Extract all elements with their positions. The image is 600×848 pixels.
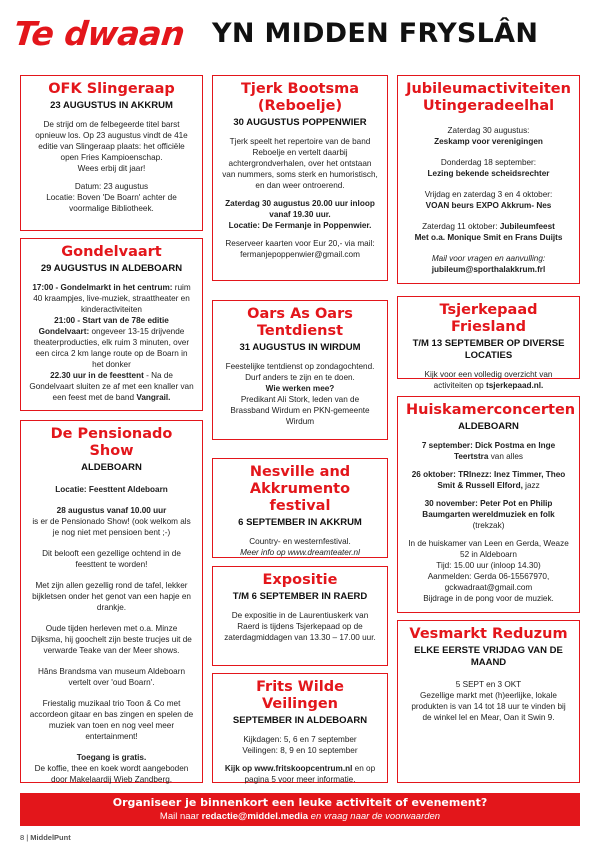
program-time: 17:00 - Gondelmarkt in het centrum: <box>32 283 173 292</box>
event-card-pensionado-show <box>20 420 203 783</box>
event-description: is er de Pensionado Show! (ook welkom als je nog niet met pensioen bent ;-) <box>32 517 191 537</box>
event-date: T/M 6 SEPTEMBER IN RAERD <box>232 591 368 602</box>
concert-title: 26 oktober: TRInezz: Inez Timmer, Theo Smit & Russell Elford, <box>411 470 566 490</box>
event-card-ofk-slingeraap <box>20 75 203 231</box>
event-program-line <box>29 282 194 315</box>
event-date: 28 augustus vanaf 10.00 uur <box>56 506 167 515</box>
event-location: Locatie: Boven 'De Boarn' achter de voormalige Bibliotheek. <box>46 193 177 213</box>
event-dates: 5 SEPT en 3 OKT <box>455 680 522 689</box>
event-card-jubileum <box>397 75 580 284</box>
event-title: Oars As Oars Tentdienst <box>247 306 353 339</box>
event-card-oars-as-oars <box>212 300 388 440</box>
event-description: Met zijn allen gezellig rond de tafel, lekker bijkletsen onder het genot van een hapje en drankje. <box>32 581 191 612</box>
event-title: Huiskamerconcerten <box>406 402 576 418</box>
program-text: ongeveer 13-15 drijvende theaterproducties, elk ruim 3 minuten, over een circa 2 km lange route op de Boarn in het donker <box>33 327 190 369</box>
event-place: ALDEBOARN <box>458 421 519 432</box>
event-title: OFK Slingeraap <box>48 81 175 97</box>
jubileum-item-date <box>406 221 571 232</box>
event-date: ELKE EERSTE VRIJDAG VAN DE MAAND <box>414 645 563 668</box>
concert-item <box>406 469 571 491</box>
event-card-gondelvaart <box>20 238 203 411</box>
logo-te-dwaan: Te dwaan <box>11 14 187 53</box>
event-description: Wie werken mee? <box>265 384 335 393</box>
website-link[interactable]: Kijk op www.fritskoopcentrum.nl <box>224 764 353 773</box>
event-description: Friestalig muzikaal trio Toon & Co met accordeon gitaar en bas zingen en spelen de muziek van toen en nog veel meer entertainment! <box>29 699 194 741</box>
event-card-nesville <box>212 458 388 558</box>
event-location: Locatie: Feesttent Aldeboarn <box>55 485 168 494</box>
event-description: Hâns Brandsma van museum Aldeboarn vertelt over 'oud Boarn'. <box>38 667 185 687</box>
banner-email-link[interactable]: redactie@middel.media <box>201 811 309 822</box>
event-auction-days: Veilingen: 8, 9 en 10 september <box>242 746 358 755</box>
event-date-line: Datum: 23 augustus <box>74 182 149 191</box>
event-title: Nesville and Akkrumento festival <box>249 464 351 514</box>
website-link[interactable]: tsjerkepaad.nl. <box>486 381 544 390</box>
event-date: 31 AUGUSTUS IN WIRDUM <box>239 342 361 353</box>
concert-title: 30 november: Peter Pot en Philip Baumgarten wereldmuziek en folk <box>422 499 555 519</box>
event-card-vesmarkt <box>397 620 580 783</box>
banner-text: en vraag naar de voorwaarden <box>308 811 441 822</box>
concert-time: Tijd: 15.00 uur (inloop 14.30) <box>436 561 541 570</box>
jubileum-item-date: Zaterdag 30 augustus: <box>447 126 530 135</box>
band-name: Vangrail. <box>136 393 171 402</box>
event-time: Zaterdag 30 augustus 20.00 uur inloop vanaf 19.30 uur. <box>225 199 375 219</box>
page-number: 8 <box>20 833 25 842</box>
event-program-line <box>29 315 194 370</box>
submission-banner <box>20 793 580 826</box>
jubileum-item-date: Vrijdag en zaterdag 3 en 4 oktober: <box>424 190 553 199</box>
event-website <box>221 763 379 785</box>
program-text: ruim 40 kraampjes, live-muziek, straattheater en kinderactiviteiten <box>33 283 191 314</box>
event-description: Dit belooft een gezellige ochtend in de feesttent te worden! <box>42 549 181 569</box>
event-program-line <box>29 370 194 403</box>
jubileum-contact-label: Mail voor vragen en aanvulling: <box>431 254 546 263</box>
jubileum-item-title: Zeskamp voor verenigingen <box>434 137 543 146</box>
event-card-expositie <box>212 566 388 666</box>
jubileum-contact-email[interactable]: jubileum@sporthalakkrum.frl <box>431 265 546 274</box>
event-description: Wees erbij dit jaar! <box>77 164 146 173</box>
banner-headline: Organiseer je binnenkort een leuke activiteit of evenement? <box>112 796 488 809</box>
event-title: Tsjerkepaad Friesland <box>439 302 538 335</box>
event-website[interactable]: Meer info op www.dreamteater.nl <box>240 548 360 557</box>
jubileum-item-title: VOAN beurs EXPO Akkrum- Nes <box>425 201 552 210</box>
description-text: Kijk voor een volledig overzicht van activiteiten op <box>424 370 553 390</box>
event-location: Locatie: De Fermanje in Poppenwier. <box>228 221 372 230</box>
concert-contribution: Bijdrage in de pong voor de muziek. <box>423 594 554 603</box>
event-description: Tjerk speelt het repertoire van de band Reboelje en vertelt daarbij achtergrondverhalen, over het ontstaan van nummers, soms sterk en humoristisch, en dan weer ontroerend. <box>222 137 378 190</box>
website-note: en op pagina 5 voor meer informatie. <box>244 764 376 784</box>
page-footer: 8 | MiddelPunt <box>20 833 71 842</box>
event-date: 30 AUGUSTUS POPPENWIER <box>233 117 367 128</box>
program-time: 21:00 - Start van de 78e editie Gondelvaart: <box>38 316 169 336</box>
jubileum-item-title: Lezing bekende scheidsrechter <box>427 169 550 178</box>
event-card-frits-wilde <box>212 673 388 783</box>
event-title: Jubileumactiviteiten Utingeradeelhal <box>406 81 571 114</box>
event-entry: Toegang is gratis. <box>76 753 147 762</box>
event-date: T/M 13 SEPTEMBER OP DIVERSE LOCATIES <box>412 338 565 361</box>
concert-genre: (trekzak) <box>472 521 505 530</box>
event-card-tjerk-bootsma <box>212 75 388 281</box>
jubileum-date-text: Zaterdag 11 oktober: <box>422 222 500 231</box>
event-description: Oude tijden herleven met o.a. Minze Dijksma, hij goochelt zijn beste trucjes uit de verwarde Teake van der Meer shows. <box>31 624 192 655</box>
concert-title: 7 september: Dick Postma en Inge Teertstra <box>421 441 556 461</box>
event-date: 29 AUGUSTUS IN ALDEBOARN <box>40 263 183 274</box>
program-text: - Na de Gondelvaart sluiten ze af met een knaller van een feest met de band <box>29 371 194 402</box>
page-headline: YN MIDDEN FRYSLÂN <box>212 18 539 49</box>
concert-genre: van alles <box>488 452 524 461</box>
event-title: Expositie <box>262 572 338 588</box>
concert-signup: Aanmelden: Gerda 06-15567970, gckwadraat@gmail.com <box>427 572 550 592</box>
event-date: 23 AUGUSTUS IN AKKRUM <box>50 100 173 111</box>
event-description: De strijd om de felbegeerde titel barst opnieuw los. Op 23 augustus vindt de 41e editie van Slingeraap plaats: het officiële open Fries Kampioenschap. <box>35 120 188 162</box>
event-title: Frits Wilde Veilingen <box>256 679 344 712</box>
jubileum-item-title: Jubileumfeest <box>499 222 555 231</box>
banner-text: Mail naar <box>159 811 202 822</box>
event-description <box>406 369 571 391</box>
event-description: Feestelijke tentdienst op zondagochtend. Durf anders te zijn en te doen. <box>225 362 375 382</box>
event-description: De expositie in de Laurentiuskerk van Raerd is tijdens Tsjerkepaad op de zaterdagmiddagen van 13.30 – 17.00 uur. <box>224 611 376 642</box>
program-time: 22.30 uur in de feesttent <box>50 371 144 380</box>
event-reservation: Reserveer kaarten voor Eur 20,- via mail: fermanjepoppenwier@gmail.com <box>225 239 375 259</box>
event-description: Country- en westernfestival. <box>249 537 351 546</box>
event-description: Gezellige markt met (h)eerlijke, lokale produkten is van 14 tot 18 uur te vinden bij de winkel lel en Mear, Oan it Swin 9. <box>411 691 566 722</box>
concert-genre: jazz <box>522 481 540 490</box>
event-title: Tjerk Bootsma (Reboelje) <box>241 81 359 114</box>
concert-item <box>406 440 571 462</box>
page-header <box>11 8 589 58</box>
event-view-days: Kijkdagen: 5, 6 en 7 september <box>243 735 357 744</box>
event-title: Vesmarkt Reduzum <box>409 626 568 642</box>
event-card-huiskamerconcerten <box>397 396 580 613</box>
event-description: De koffie, thee en koek wordt aangeboden door Makelaardij Wieb Zandberg. <box>34 764 189 784</box>
footer-brand: MiddelPunt <box>30 833 71 842</box>
jubileum-item-guests: Met o.a. Monique Smit en Frans Duijts <box>414 233 563 242</box>
banner-subline <box>20 810 580 823</box>
event-place: ALDEBOARN <box>81 462 142 473</box>
jubileum-item-date: Donderdag 18 september: <box>440 158 537 167</box>
concert-location: In de huiskamer van Leen en Gerda, Weaze 52 in Aldeboarn <box>408 539 569 559</box>
event-title: Gondelvaart <box>61 244 162 260</box>
event-date: SEPTEMBER IN ALDEBOARN <box>232 715 368 726</box>
event-description: Predikant Ali Stork, leden van de Brassband Wirdum en PKN-gemeente Wirdum <box>230 395 370 426</box>
event-date: 6 SEPTEMBER IN AKKRUM <box>238 517 362 528</box>
event-card-tsjerkepaad <box>397 296 580 390</box>
event-title: De Pensionado Show <box>50 426 173 459</box>
